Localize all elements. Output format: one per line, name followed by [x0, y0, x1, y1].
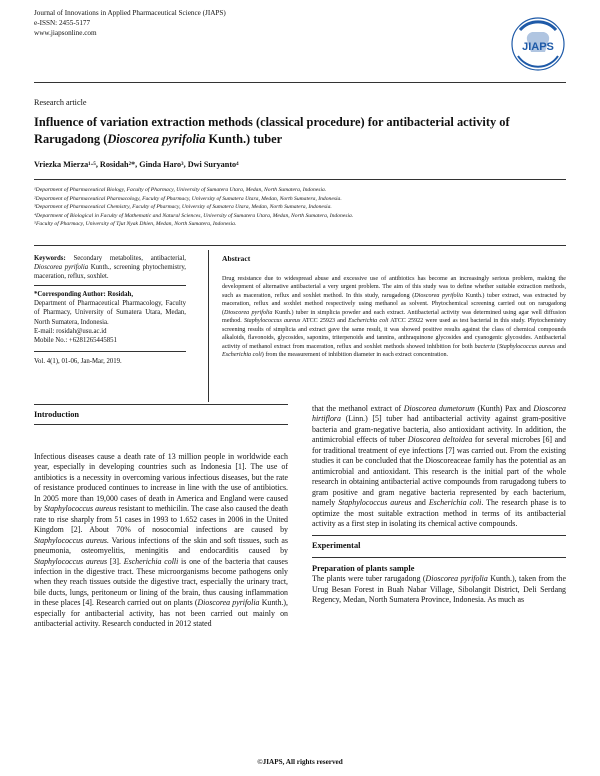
corresponding-address: Department of Pharmaceutical Pharmacology, Faculty of Pharmacy, University of Sumatera Utara, Medan, North Sumatera, Indonesia. — [34, 300, 186, 326]
corresponding-email[interactable]: E-mail: rosidah@usu.ac.id — [34, 327, 107, 335]
affiliation-5: ⁵Faculty of Pharmacy, University of Tjut Nyak Dhien, Medan, North Sumatera, Indonesia. — [34, 221, 237, 228]
article-type: Research article — [34, 98, 87, 107]
article-info-column — [34, 254, 186, 366]
logo-text: JIAPS — [522, 41, 554, 53]
preparation-body: The plants were tuber rarugadong (Dioscorea pyrifolia Kunth.), taken from the Urug Besan Forest in Buah Nabar Village, Sibolangit District, Deli Serdang Regency, Medan, North Sumatera Province, Indonesia. As much as — [312, 574, 566, 605]
affiliation-1: ¹Department of Pharmaceutical Biology, Faculty of Pharmacy, University of Sumatera Utara, Medan, North Sumatera, Indonesia. — [34, 187, 327, 193]
corresponding-label: *Corresponding Author: Rosidah, — [34, 291, 134, 299]
affiliations — [34, 186, 564, 229]
volume-info: Vol. 4(1), 01-06, Jan-Mar, 2019. — [34, 357, 122, 365]
corresponding-author — [34, 290, 186, 345]
journal-name: Journal of Innovations in Applied Pharmaceutical Science (JIAPS) — [34, 9, 226, 17]
author-list: Vriezka Mierza¹·⁵, Rosidah²*, Ginda Haro³, Dwi Suryanto⁴ — [34, 160, 239, 169]
journal-website[interactable]: www.jiapsonline.com — [34, 29, 97, 37]
column-divider — [208, 250, 209, 402]
experimental-heading: Experimental — [312, 541, 361, 551]
abstract — [222, 254, 566, 360]
introduction-body: Infectious diseases cause a death rate of 13 million people in worldwide each year, especially in developing countries such as Indonesia [1]. The use of antibiotics is a necessity in overcoming various infectious diseases, but the rate of resistance produced continues to increase in line with the use of antibiotics. In 2005 more than 19,000 cases of death in America and England were caused by Staphylococcus aureus resistant to methicilin. The case also caused the death rate to rise sharply from 51 cases in 1993 to 1.652 cases in 2006 in the United Kingdom [2]. About 70% of nosocomial infections are caused by Staphylococcus aureus. Various infections of the skin and soft tissues, such as pneumonia, osteomyelitis, meningitis and endocarditis caused by Staphylococcus aureus [3]. Escherichia colli is one of the bacteria that causes infection in the digestive tract. These microorganisms become pathogens only when they reach tissues outside the digestive tract, especially the urinary tract, bile ducts, lungs, peritoneum or lining of the brain, thus causing inflammation in these places [4]. Research carried out on plants (Dioscorea pyrifolia Kunth.), especially for antibacterial activity, has not been carried out mainly on antibacterial activity. Research conducted in 2012 stated — [34, 452, 288, 629]
keywords: Keywords: Secondary metabolites, antibacterial, Dioscorea pyrifolia Kunth., screening phytochemistry, maceration, reflux, soxhlet. — [34, 255, 186, 281]
intro-top-rule — [34, 404, 288, 405]
affiliation-4: ⁴Department of Biological in Faculty of Mathematic and Natural Sciences, University of Sumatera Utara, Medan, North Sumatera, Indonesia. — [34, 212, 354, 219]
introduction-continued — [312, 404, 566, 606]
header-rule — [34, 82, 566, 83]
affiliation-2: ²Department of Pharmaceutical Pharmacology, Faculty of Pharmacy, University of Sumatera Utara, Medan, North Sumatera, Indonesia. — [34, 195, 342, 202]
abstract-body: Drug resistance due to widespread abuse and excessive use of antibiotics has become an increasingly serious problem, making the development of alternative antibacterial a very urgent problem. The aim of this study was to define whether suitable extraction methods, such as maceration, reflux and soxhlet method. In this study, rarugadong (Dioscorea pyrifolia Kunth.) tuber extract, was extracted by maceration, reflux and soxhlet method respectively using methanol as solvent. Phytochemical screening carried out on rarugadong (Dioscorea pyrifolia Kunth.) tuber in simplicia powder and each extract. Antibacterial activity was determined using agar well diffusion method. Staphylococcus aureus ATCC 25923 and Escherichia coli ATCC 25922 were used as test bacterial in this study. Phytochemistry screening results of simplicia and extract gave the same result, it was showed positive results against the class of chemical compounds alkaloids, flavonoids, glycosides, saponins, triterpenoids and tannins, anthraquinone glycosides and cyanogenic glycosides. Antibacterial activity of methanol extract from maceration, reflux and soxhlet methods showed inhibition for both bacteria (Staphylococcus aureus and Escherichia coli) from the measurement of inhibition diameter in each extract concentration. — [222, 276, 566, 359]
jiaps-logo — [510, 16, 566, 72]
affiliation-3: ³Department of Pharmaceutical Chemistry, Faculty of Pharmacy, University of Sumatera Utara, Medan, North Sumatera, Indonesia. — [34, 204, 332, 211]
introduction-heading: Introduction — [34, 410, 80, 419]
copyright-footer: ©JIAPS, All rights reserved — [257, 758, 343, 766]
abstract-title: Abstract — [222, 254, 251, 263]
keywords-rule — [34, 285, 186, 286]
experimental-bottom-rule — [312, 557, 566, 558]
experimental-top-rule — [312, 535, 566, 536]
article-title: Influence of variation extraction methods (classical procedure) for antibacterial activity of Rarugadong (Dioscorea pyrifolia Kunth.) tuber — [34, 115, 510, 146]
journal-issn: e-ISSN: 2455-5177 — [34, 19, 91, 27]
affiliations-rule — [34, 245, 566, 246]
journal-header — [34, 8, 226, 38]
introduction-paragraph-continued: that the methanol extract of Dioscorea dumetorum (Kunth) Pax and Dioscorea hirtiflora (Linn.) [5] tuber had antibacterial activity against gram-positive bacteria and gram-negative bacteria, also antioxidant activity. In addition, the antimicrobial effects of tuber Dioscorea deltoidea for several microbes [6] and for traditional treatment of eye infections [7] was carried out. From the existing studies it can be concluded that the Dioscoreaceae family has the potential as an antimicrobial and antioxidant. This research is the initial part of the whole research in obtaining antibacterial active compounds from rarugadong tubers to gram positive and gram negative bacteria represented by each bacterium, namely Staphylococcus aureus and Escherichia coli. The research phase is to optimize the most suitable extraction method in terms of its antibacterial activity as a first step in isolating its chemical active compounds. — [312, 404, 566, 528]
corresponding-rule — [34, 351, 186, 352]
intro-bottom-rule — [34, 424, 288, 425]
corresponding-mobile: Mobile No.: +6281265445851 — [34, 336, 117, 344]
authors-rule — [34, 179, 566, 180]
preparation-heading: Preparation of plants sample — [312, 563, 415, 573]
